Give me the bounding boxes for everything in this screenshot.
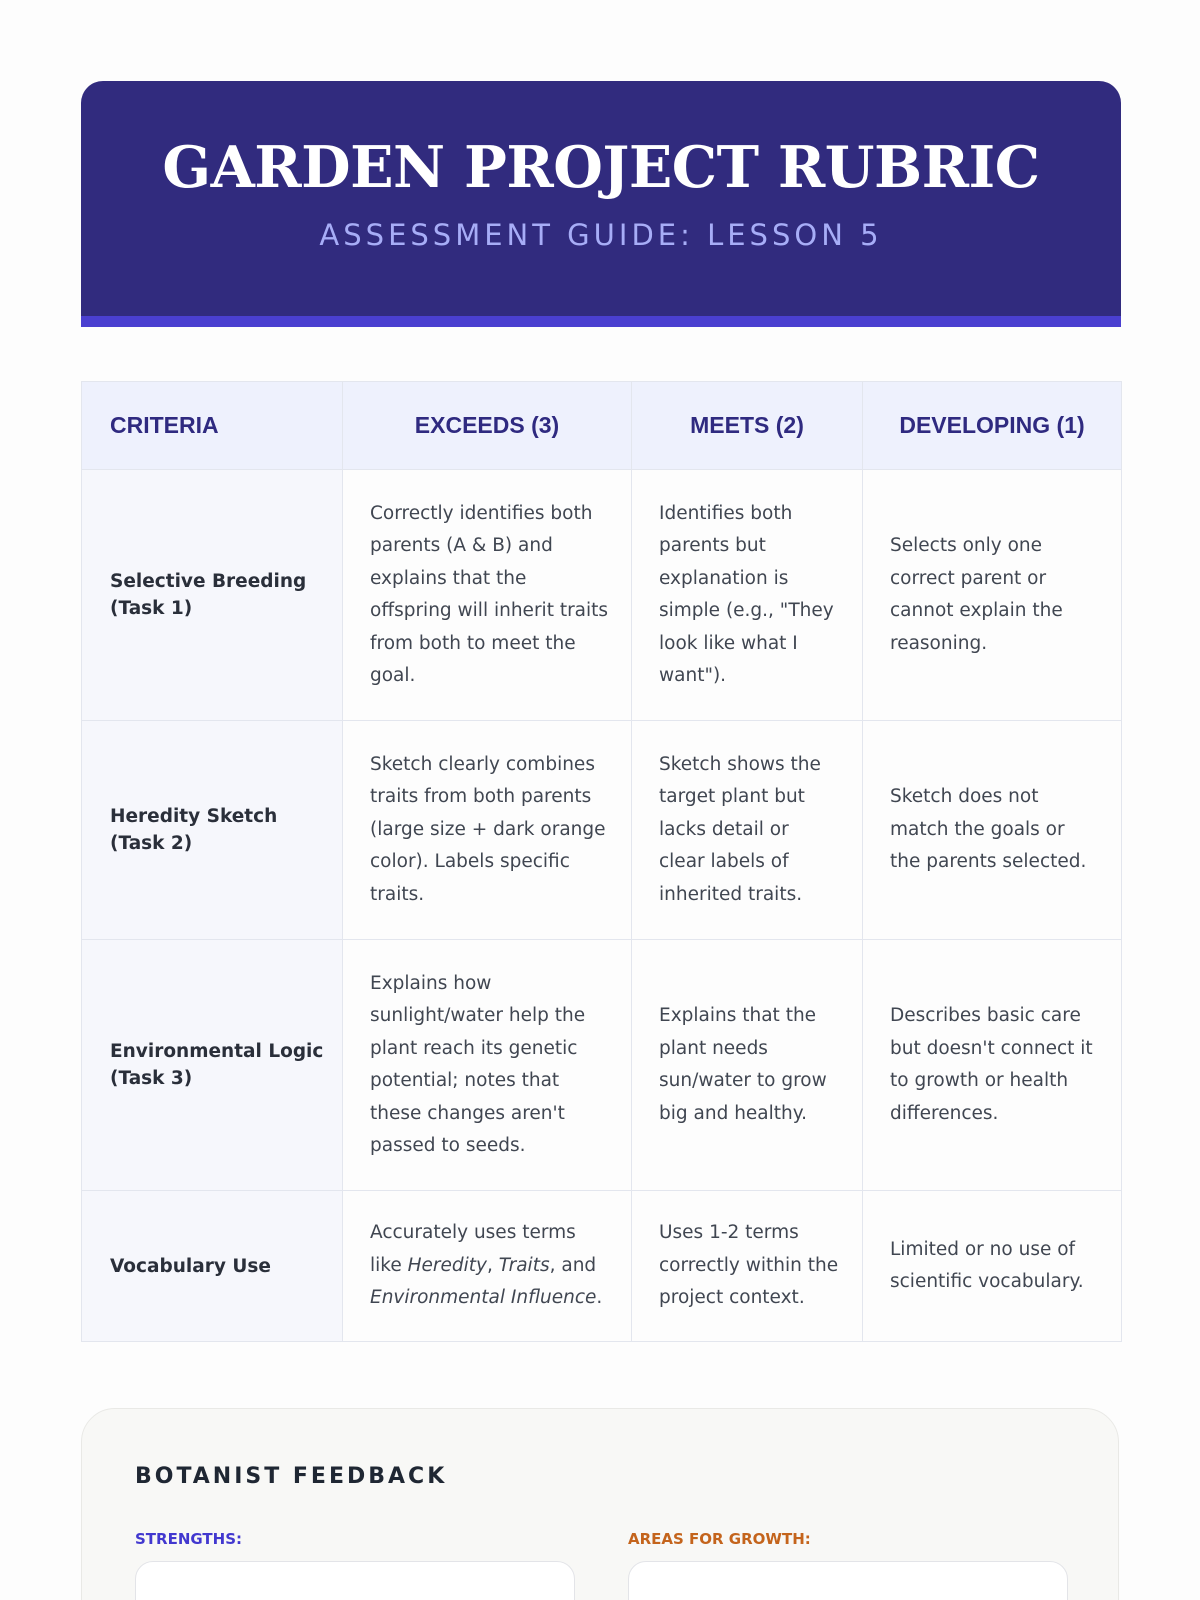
column-header-meets: MEETS (2) <box>632 382 863 470</box>
criteria-cell: Heredity Sketch (Task 2) <box>82 721 343 940</box>
column-header-exceeds: EXCEEDS (3) <box>343 382 632 470</box>
strengths-label: STRENGTHS: <box>135 1530 243 1548</box>
rubric-table <box>81 381 1122 1342</box>
table-row <box>82 721 1122 940</box>
vocab-separator: , and <box>549 1254 597 1276</box>
sentence-end: . <box>596 1287 603 1309</box>
vocab-term-heredity: Heredity <box>407 1254 487 1276</box>
vocab-term-environmental-influence: Environmental Influence <box>370 1287 597 1309</box>
exceeds-cell <box>343 1191 632 1342</box>
exceeds-cell: Explains how sunlight/water help the plant reach its genetic potential; notes that these changes aren't passed to seeds. <box>343 940 632 1191</box>
meets-cell: Explains that the plant needs sun/water to grow big and healthy. <box>632 940 863 1191</box>
meets-cell: Uses 1-2 terms correctly within the project context. <box>632 1191 863 1342</box>
column-header-criteria: CRITERIA <box>82 382 343 470</box>
exceeds-text: Accurately uses terms like <box>370 1222 576 1276</box>
meets-cell: Identifies both parents but explanation is simple (e.g., "They look like what I want"). <box>632 470 863 721</box>
banner-accent-stripe <box>81 316 1121 327</box>
header-banner <box>81 81 1121 327</box>
growth-label: AREAS FOR GROWTH: <box>628 1530 811 1548</box>
developing-cell: Describes basic care but doesn't connect it to growth or health differences. <box>863 940 1122 1191</box>
strengths-input[interactable] <box>135 1561 575 1600</box>
column-header-developing: DEVELOPING (1) <box>863 382 1122 470</box>
table-header-row <box>82 382 1122 470</box>
page-title: GARDEN PROJECT RUBRIC <box>162 134 1040 201</box>
table-row <box>82 1191 1122 1342</box>
vocab-term-traits: Traits <box>498 1254 550 1276</box>
page-subtitle: ASSESSMENT GUIDE: LESSON 5 <box>319 218 883 252</box>
exceeds-cell: Correctly identifies both parents (A & B) and explains that the offspring will inherit traits from both to meet the goal. <box>343 470 632 721</box>
vocab-separator: , <box>486 1254 499 1276</box>
meets-cell: Sketch shows the target plant but lacks detail or clear labels of inherited traits. <box>632 721 863 940</box>
developing-cell: Limited or no use of scientific vocabulary. <box>863 1191 1122 1342</box>
table-row <box>82 940 1122 1191</box>
criteria-cell: Environmental Logic (Task 3) <box>82 940 343 1191</box>
feedback-card <box>81 1408 1119 1600</box>
table-row <box>82 470 1122 721</box>
developing-cell: Sketch does not match the goals or the parents selected. <box>863 721 1122 940</box>
criteria-cell: Selective Breeding (Task 1) <box>82 470 343 721</box>
criteria-cell: Vocabulary Use <box>82 1191 343 1342</box>
growth-input[interactable] <box>628 1561 1068 1600</box>
developing-cell: Selects only one correct parent or cannot explain the reasoning. <box>863 470 1122 721</box>
exceeds-cell: Sketch clearly combines traits from both parents (large size + dark orange color). Labels specific traits. <box>343 721 632 940</box>
feedback-title: BOTANIST FEEDBACK <box>135 1464 448 1489</box>
